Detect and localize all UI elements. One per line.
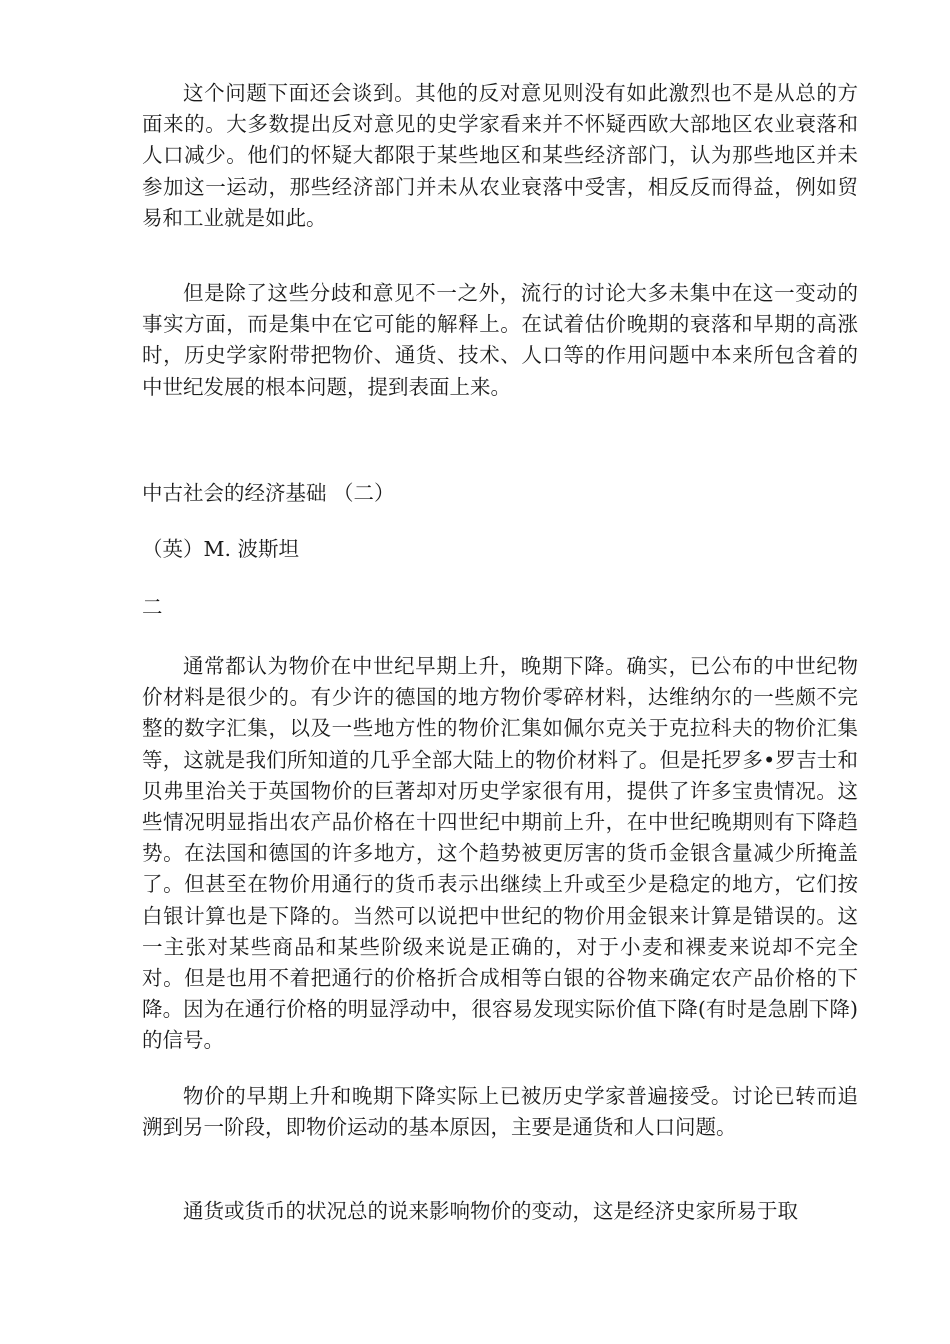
body-paragraph: 这个问题下面还会谈到。其他的反对意见则没有如此激烈也不是从总的方面来的。大多数提出反对意见的史学家看来并不怀疑西欧大部地区农业衰落和人口减少。他们的怀疑大都限于某些地区和某些经济部门，认为那些地区并未参加这一运动，那些经济部门并未从农业衰落中受害，相反反而得益，例如贸易和工业就是如此。	[142, 81, 858, 230]
body-paragraph: 物价的早期上升和晚期下降实际上已被历史学家普遍接受。讨论已转而追溯到另一阶段，即物价运动的基本原因，主要是通货和人口问题。	[142, 1084, 858, 1140]
body-paragraph: 但是除了这些分歧和意见不一之外，流行的讨论大多未集中在这一变动的事实方面，而是集中在它可能的解释上。在试着估价晚期的衰落和早期的高涨时，历史学家附带把物价、通货、技术、人口等的作用问题中本来所包含着的中世纪发展的根本问题，提到表面上来。	[142, 281, 858, 399]
body-paragraph: 通货或货币的状况总的说来影响物价的变动，这是经济史家所易于取	[183, 1199, 798, 1223]
author-line: （英）M. 波斯坦	[142, 537, 300, 561]
section-title: 中古社会的经济基础 （二）	[142, 481, 395, 505]
body-paragraph: 通常都认为物价在中世纪早期上升，晚期下降。确实，已公布的中世纪物价材料是很少的。有少许的德国的地方物价零碎材料，达维纳尔的一些颇不完整的数字汇集，以及一些地方性的物价汇集如佩尔克关于克拉科夫的物价汇集等，这就是我们所知道的几乎全部大陆上的物价材料了。但是托罗多•罗吉士和贝弗里治关于英国物价的巨著却对历史学家很有用，提供了许多宝贵情况。这些情况明显指出农产品价格在十四世纪中期前上升，在中世纪晚期则有下降趋势。在法国和德国的许多地方，这个趋势被更厉害的货币金银含量减少所掩盖了。但甚至在物价用通行的货币表示出继续上升或至少是稳定的地方，它们按白银计算也是下降的。当然可以说把中世纪的物价用金银来计算是错误的。这一主张对某些商品和某些阶级来说是正确的，对于小麦和裸麦来说却不完全对。但是也用不着把通行的价格折合成相等白银的谷物来确定农产品价格的下降。因为在通行价格的明显浮动中，很容易发现实际价值下降(有时是急剧下降)的信号。	[142, 654, 858, 1053]
section-number: 二	[142, 595, 163, 619]
